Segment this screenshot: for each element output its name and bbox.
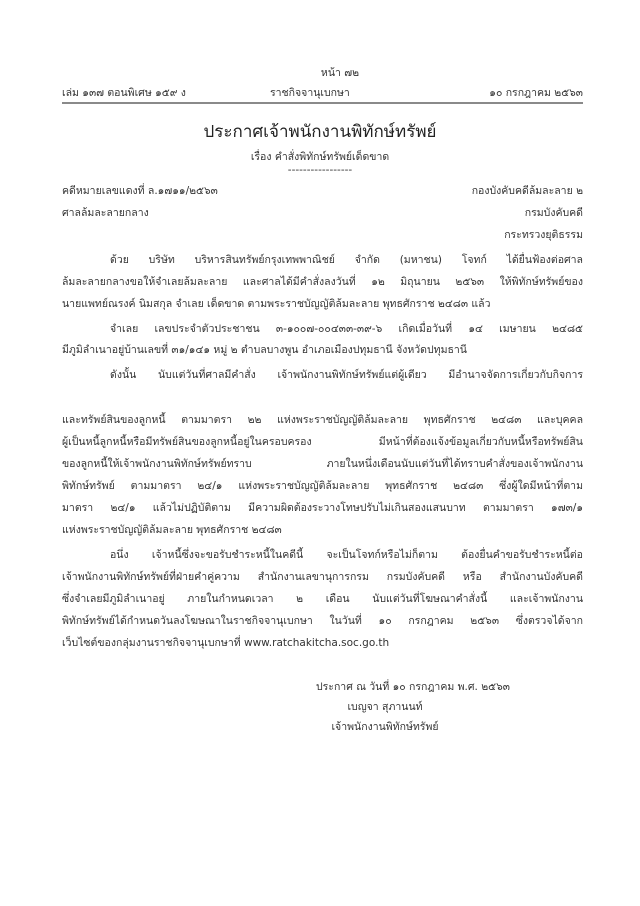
text-line: จำเลย เลขประจำตัวประชาชน ๓-๑๐๐๗-๐๐๔๓๓-๓๙-๖ เกิดเมื่อวันที่ ๑๔ เมษายน ๒๔๘๕ [110, 323, 583, 335]
office-ministry: กระทรวงยุติธรรม [504, 229, 583, 241]
header-divider [62, 102, 583, 104]
volume-info: เล่ม ๑๓๗ ตอนพิเศษ ๑๕๙ ง [62, 87, 186, 99]
text-line: ผู้เป็นหนี้ลูกหนี้หรือมีทรัพย์สินของลูกหนี้อยู่ในครอบครอง มีหน้าที่ต้องแจ้งข้อมูลเกี่ยวกับหนี้หรือทรัพย์สิน [62, 436, 583, 448]
header-date: ๑๐ กรกฎาคม ๒๕๖๓ [489, 87, 583, 99]
text-line: ซึ่งจำเลยมีภูมิลำเนาอยู่ ภายในกำหนดเวลา ๒ เดือน นับแต่วันที่โฆษณาคำสั่งนี้ และเจ้าพนักงาน [62, 593, 583, 605]
case-number: คดีหมายเลขแดงที่ ล.๑๗๑๑/๒๕๖๓ [62, 185, 218, 197]
text-line: พิทักษ์ทรัพย์ได้กำหนดวันลงโฆษณาในราชกิจจานุเบกษา ในวันที่ ๑๐ กรกฎาคม ๒๕๖๓ ซึ่งตรวจได้จาก [62, 615, 583, 627]
text-line: และทรัพย์สินของลูกหนี้ ตามมาตรา ๒๒ แห่งพระราชบัญญัติล้มละลาย พุทธศักราช ๒๔๘๓ และบุคคล [62, 414, 583, 426]
text-line: นายแพทย์ณรงค์ นิมสกุล จำเลย เด็ดขาด ตามพระราชบัญญัติล้มละลาย พุทธศักราช ๒๔๘๓ แล้ว [62, 298, 491, 310]
text-line: เจ้าพนักงานพิทักษ์ทรัพย์ที่ฝ่ายคำคู่ความ สำนักงานเลขานุการกรม กรมบังคับคดี หรือ สำนักงานบังคับคดี [62, 571, 583, 583]
text-line: เว็บไซต์ของกลุ่มงานราชกิจจานุเบกษาที่ www.ratchakitcha.soc.go.th [62, 637, 390, 649]
text-line: ล้มละลายกลางขอให้จำเลยล้มละลาย และศาลได้มีคำสั่งลงวันที่ ๑๒ มิถุนายน ๒๕๖๓ ให้พิทักษ์ทรัพย์ของ [62, 276, 583, 288]
text-line: ด้วย บริษัท บริหารสินทรัพย์กรุงเทพพาณิชย์ จำกัด (มหาชน) โจทก์ ได้ยื่นฟ้องต่อศาล [110, 254, 583, 266]
text-line: ดังนั้น นับแต่วันที่ศาลมีคำสั่ง เจ้าพนักงานพิทักษ์ทรัพย์แต่ผู้เดียว มีอำนาจจัดการเกี่ยวกับกิจการ [110, 369, 583, 381]
office-division: กองบังคับคดีล้มละลาย ๒ [471, 185, 583, 197]
office-department: กรมบังคับคดี [524, 207, 583, 219]
signatory-position: เจ้าพนักงานพิทักษ์ทรัพย์ [331, 721, 439, 733]
text-line: มาตรา ๒๔/๑ แล้วไม่ปฏิบัติตาม มีความผิดต้องระวางโทษปรับไม่เกินสองแสนบาท ตามมาตรา ๑๗๓/๑ [62, 502, 583, 514]
text-line: ของลูกหนี้ให้เจ้าพนักงานพิทักษ์ทรัพย์ทราบ ภายในหนึ่งเดือนนับแต่วันที่ได้ทราบคำสั่งของเจ้าพนักงาน [62, 458, 583, 470]
court-name: ศาลล้มละลายกลาง [62, 207, 149, 219]
separator: ----------------- [287, 164, 353, 176]
text-line: พิทักษ์ทรัพย์ ตามมาตรา ๒๔/๑ แห่งพระราชบัญญัติล้มละลาย พุทธศักราช ๒๔๘๓ ซึ่งผู้ใดมีหน้าที่ตาม [62, 480, 583, 492]
signature-date: ประกาศ ณ วันที่ ๑๐ กรกฎาคม พ.ศ. ๒๕๖๓ [316, 681, 510, 693]
page-number: หน้า ๗๒ [320, 67, 360, 79]
text-line: มีภูมิลำเนาอยู่บ้านเลขที่ ๓๑/๑๔๑ หมู่ ๒ ตำบลบางพูน อำเภอเมืองปทุมธานี จังหวัดปทุมธานี [62, 344, 467, 356]
text-line: แห่งพระราชบัญญัติล้มละลาย พุทธศักราช ๒๔๘๓ [62, 524, 282, 536]
page-title: ประกาศเจ้าพนักงานพิทักษ์ทรัพย์ [203, 122, 437, 142]
publication-name: ราชกิจจานุเบกษา [270, 87, 350, 99]
signatory-name: เบญจา สุภานนท์ [347, 701, 423, 713]
subject: เรื่อง คำสั่งพิทักษ์ทรัพย์เด็ดขาด [250, 151, 390, 163]
text-line: อนึ่ง เจ้าหนี้ซึ่งจะขอรับชำระหนี้ในคดีนี้ จะเป็นโจทก์หรือไม่ก็ตาม ต้องยื่นคำขอรับชำระหนี้ต่อ [110, 549, 583, 561]
